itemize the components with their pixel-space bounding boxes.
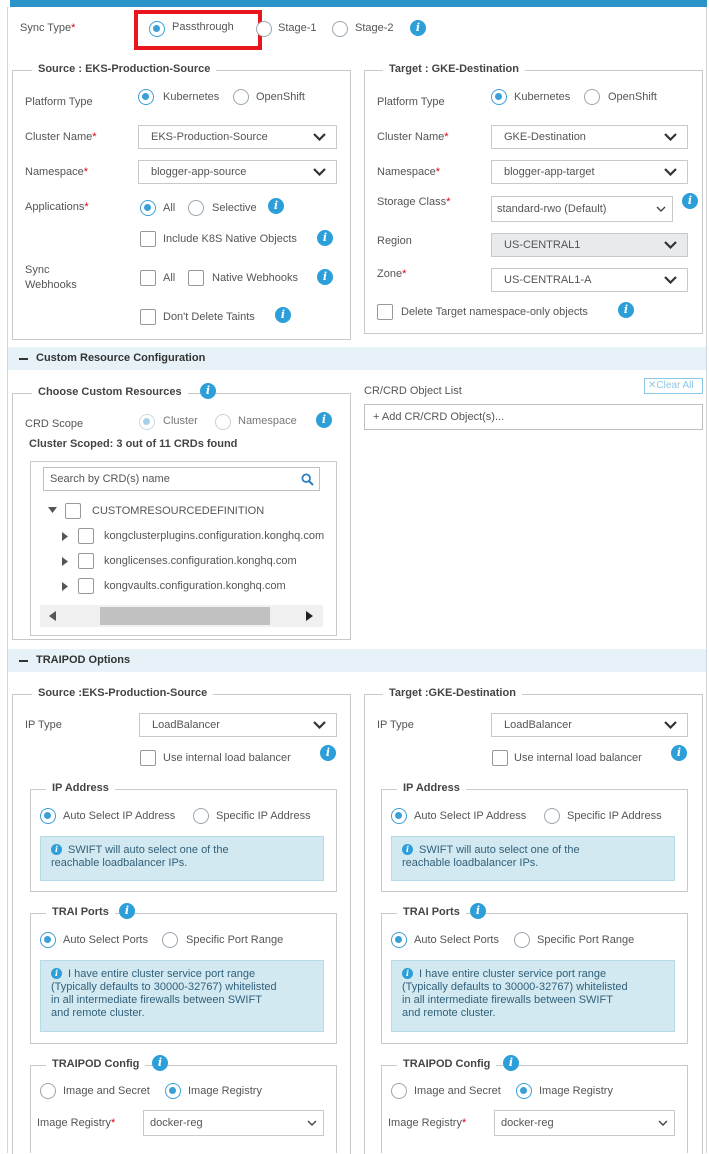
tree-collapsed-icon[interactable] [62,582,68,591]
source-specific-ports-label: Specific Port Range [186,934,284,946]
target-ip-type-label: IP Type [377,719,414,731]
target-kubernetes-radio[interactable] [491,89,507,105]
traipod-section-title: TRAIPOD Options [36,654,131,666]
target-openshift-label: OpenShift [608,91,657,103]
include-k8s-checkbox[interactable] [140,231,156,247]
target-cluster-select[interactable]: GKE-Destination [491,125,688,149]
crd-search-placeholder: Search by CRD(s) name [50,473,170,485]
sync-passthrough-label: Passthrough [172,21,234,33]
chevron-down-icon [658,1120,668,1126]
target-auto-ip-label: Auto Select IP Address [414,810,527,822]
chevron-down-icon [307,1120,317,1126]
traipod-section-header[interactable] [8,649,706,672]
sync-webhooks-label-line2: Webhooks [25,279,77,291]
custom-resource-section-title: Custom Resource Configuration [36,352,206,364]
collapse-icon [19,660,28,662]
tree-root-label: CUSTOMRESOURCEDEFINITION [92,505,265,517]
include-k8s-info-icon[interactable]: i [317,230,333,246]
crd-search-input[interactable] [43,467,320,491]
source-image-registry-label: Image Registry* [37,1117,116,1129]
target-namespace-select[interactable]: blogger-app-target [491,160,688,184]
crd-item-label: kongclusterplugins.configuration.konghq.com [104,530,324,542]
source-auto-ip-label: Auto Select IP Address [63,810,176,822]
crd-scope-info-icon[interactable]: i [316,412,332,428]
crd-item-label: konglicenses.configuration.konghq.com [104,555,297,567]
target-specific-ports-label: Specific Port Range [537,934,635,946]
target-cluster-label: Cluster Name* [377,131,449,143]
target-auto-ip-radio[interactable] [391,808,407,824]
source-auto-ip-radio[interactable] [40,808,56,824]
top-accent-bar [10,0,707,7]
target-traipod-config-info-icon[interactable]: i [503,1055,519,1071]
add-object-placeholder: + Add CR/CRD Object(s)... [373,411,505,423]
chevron-down-icon [664,721,677,729]
target-platform-label: Platform Type [377,96,445,108]
source-internal-lb-checkbox[interactable] [140,750,156,766]
info-icon: i [51,844,62,855]
source-cluster-select[interactable]: EKS-Production-Source [138,125,337,149]
chevron-down-icon [313,133,326,141]
target-region-select[interactable]: US-CENTRAL1 [491,233,688,257]
target-legend: Target : GKE-Destination [383,63,525,75]
sync-stage1-label: Stage-1 [278,22,317,34]
source-image-secret-radio[interactable] [40,1083,56,1099]
applications-selective-radio[interactable] [188,200,204,216]
target-image-registry-radio[interactable] [516,1083,532,1099]
crd-tree-list [40,521,324,601]
chevron-down-icon [664,276,677,284]
target-auto-ports-label: Auto Select Ports [414,934,499,946]
source-legend: Source : EKS-Production-Source [32,63,216,75]
info-icon: i [402,844,413,855]
applications-all-radio[interactable] [140,200,156,216]
cluster-scoped-summary: Cluster Scoped: 3 out of 11 CRDs found [29,438,238,450]
target-internal-lb-checkbox[interactable] [492,750,508,766]
target-ports-note: i I have entire cluster service port range (Typically defaults to 30000-32767) whitelisted in all intermediate firewalls between SWIFT and remote cluster. [391,960,675,1032]
source-openshift-label: OpenShift [256,91,305,103]
target-image-registry-label: Image Registry* [388,1117,467,1129]
object-list-label: CR/CRD Object List [364,385,462,397]
clear-icon: ✕ [648,380,657,391]
source-ip-type-label: IP Type [25,719,62,731]
source-traipod-config-legend: TRAIPOD Config [46,1058,145,1070]
tree-horizontal-scrollbar[interactable] [40,605,323,627]
source-traipod-config-panel [30,1065,337,1153]
source-ip-type-select[interactable]: LoadBalancer [139,713,337,737]
source-image-registry-select[interactable]: docker-reg [143,1110,324,1136]
scope-cluster-label: Cluster [163,415,198,427]
source-kubernetes-label: Kubernetes [163,91,220,103]
target-trai-ports-info-icon[interactable]: i [470,903,486,919]
search-icon[interactable] [301,473,314,486]
sync-type-label: Sync Type* [20,22,76,34]
source-image-secret-label: Image and Secret [63,1085,150,1097]
dont-delete-taints-label: Don't Delete Taints [163,311,255,323]
include-k8s-label: Include K8S Native Objects [163,233,297,245]
target-traipod-config-legend: TRAIPOD Config [397,1058,496,1070]
source-trai-ports-info-icon[interactable]: i [119,903,135,919]
scrollbar-thumb[interactable] [100,607,270,625]
source-platform-label: Platform Type [25,96,93,108]
source-openshift-radio[interactable] [233,89,249,105]
scope-namespace-label: Namespace [238,415,297,427]
sync-stage2-label: Stage-2 [355,22,394,34]
traipod-source-legend: Source :EKS-Production-Source [32,687,213,699]
tree-expanded-icon[interactable] [48,507,57,513]
chevron-down-icon [664,241,677,249]
source-internal-lb-info-icon[interactable]: i [320,745,336,761]
taints-info-icon[interactable]: i [275,307,291,323]
source-applications-label: Applications* [25,201,89,213]
scroll-left-icon[interactable] [49,611,56,621]
scroll-right-icon[interactable] [306,611,313,621]
tree-collapsed-icon[interactable] [62,557,68,566]
source-cluster-label: Cluster Name* [25,131,97,143]
target-trai-ports-legend: TRAI Ports [397,906,466,918]
storage-class-info-icon[interactable]: i [682,193,698,209]
target-namespace-label: Namespace* [377,166,440,178]
target-image-secret-label: Image and Secret [414,1085,501,1097]
source-traipod-config-info-icon[interactable]: i [152,1055,168,1071]
crd-item-checkbox[interactable] [78,528,94,544]
target-ip-note: i SWIFT will auto select one of the reachable loadbalancer IPs. [391,836,675,881]
source-specific-ip-label: Specific IP Address [216,810,311,822]
tree-collapsed-icon[interactable] [62,532,68,541]
target-openshift-radio[interactable] [584,89,600,105]
source-ports-note: i I have entire cluster service port range (Typically defaults to 30000-32767) whitelisted in all intermediate firewalls between SWIFT and remote cluster. [40,960,324,1032]
webhooks-info-icon[interactable]: i [317,269,333,285]
target-image-secret-radio[interactable] [391,1083,407,1099]
info-icon: i [51,968,62,979]
custom-resources-info-icon[interactable]: i [200,383,216,399]
scope-cluster-radio[interactable] [139,414,155,430]
webhooks-all-label: All [163,272,176,284]
native-webhooks-checkbox[interactable] [188,270,204,286]
target-auto-ports-radio[interactable] [391,932,407,948]
frame-right-border [706,7,707,1153]
scope-namespace-radio[interactable] [215,414,231,430]
target-storage-select[interactable]: standard-rwo (Default) [491,196,673,222]
source-namespace-select[interactable]: blogger-app-source [138,160,337,184]
target-region-label: Region [377,235,412,247]
target-internal-lb-label: Use internal load balancer [514,752,642,764]
chevron-down-icon [664,168,677,176]
crd-item-checkbox[interactable] [78,553,94,569]
delete-ns-only-label: Delete Target namespace-only objects [401,306,588,318]
applications-all-label: All [163,202,176,214]
delete-ns-info-icon[interactable]: i [618,302,634,318]
clear-all-button[interactable]: ✕Clear All [644,378,703,394]
custom-resource-section-header[interactable] [8,347,706,370]
target-ip-type-select[interactable]: LoadBalancer [491,713,688,737]
dont-delete-taints-checkbox[interactable] [140,309,156,325]
target-specific-ip-radio[interactable] [544,808,560,824]
sync-stage1-radio[interactable] [256,21,272,37]
chevron-down-icon [313,721,326,729]
choose-custom-resources-legend: Choose Custom Resources [32,386,188,398]
info-icon: i [402,968,413,979]
target-zone-select[interactable]: US-CENTRAL1-A [491,268,688,292]
source-ip-note: i SWIFT will auto select one of the reachable loadbalancer IPs. [40,836,324,881]
target-specific-ip-label: Specific IP Address [567,810,662,822]
webhooks-all-checkbox[interactable] [140,270,156,286]
source-image-registry-radio[interactable] [165,1083,181,1099]
source-trai-ports-legend: TRAI Ports [46,906,115,918]
chevron-down-icon [656,206,666,212]
source-kubernetes-radio[interactable] [138,89,154,105]
delete-ns-only-checkbox[interactable] [377,304,393,320]
target-internal-lb-info-icon[interactable]: i [671,745,687,761]
collapse-icon [19,358,28,360]
source-auto-ports-label: Auto Select Ports [63,934,148,946]
source-internal-lb-label: Use internal load balancer [163,752,291,764]
add-object-input[interactable] [364,404,703,430]
target-image-registry-select[interactable]: docker-reg [494,1110,675,1136]
tree-root-checkbox[interactable] [65,503,81,519]
sync-passthrough-radio[interactable] [149,21,165,37]
target-storage-label: Storage Class* [377,196,451,208]
sync-stage2-radio[interactable] [332,21,348,37]
target-zone-label: Zone* [377,268,407,280]
applications-info-icon[interactable]: i [268,198,284,214]
source-namespace-label: Namespace* [25,166,88,178]
target-traipod-config-panel [381,1065,688,1153]
target-kubernetes-label: Kubernetes [514,91,571,103]
source-image-registry-radio-label: Image Registry [188,1085,262,1097]
target-image-registry-radio-label: Image Registry [539,1085,613,1097]
applications-selective-label: Selective [212,202,257,214]
source-specific-ip-radio[interactable] [193,808,209,824]
target-ip-address-legend: IP Address [397,782,466,794]
sync-webhooks-label-line1: Sync [25,264,50,276]
source-specific-ports-radio[interactable] [162,932,178,948]
sync-type-info-icon[interactable]: i [410,20,426,36]
traipod-target-legend: Target :GKE-Destination [383,687,522,699]
native-webhooks-label: Native Webhooks [212,272,299,284]
source-ip-address-legend: IP Address [46,782,115,794]
crd-item-label: kongvaults.configuration.konghq.com [104,580,286,592]
chevron-down-icon [313,168,326,176]
frame-left-border [7,7,8,1153]
target-specific-ports-radio[interactable] [514,932,530,948]
crd-scope-label: CRD Scope [25,418,84,430]
crd-item-checkbox[interactable] [78,578,94,594]
chevron-down-icon [664,133,677,141]
source-auto-ports-radio[interactable] [40,932,56,948]
